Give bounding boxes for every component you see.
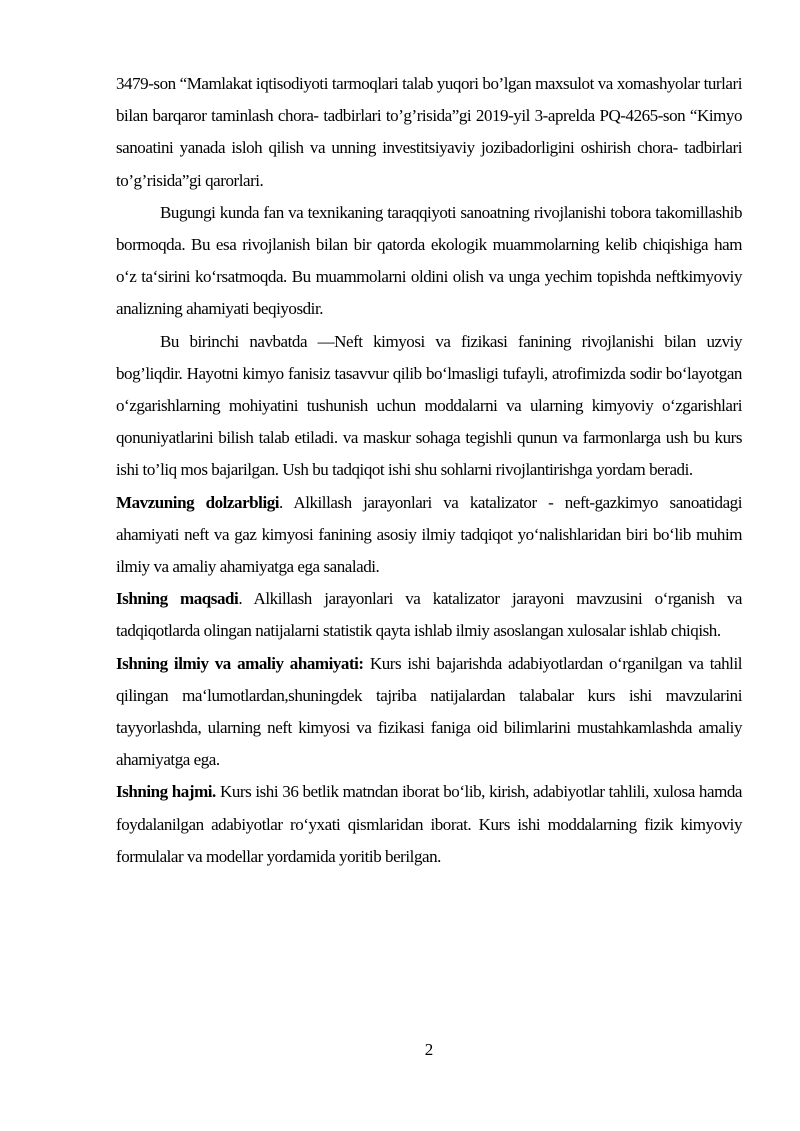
paragraph-text: Kurs ishi bajarishda adabiyotlardan o‘rganilgan va tahlil qilingan ma‘lumotlardan,shuningdek tajriba natijalardan talabalar kurs ishi mavzularini tayyorlashda, ularning neft kimyosi va fizikasi faniga oid bilimlarini mustahkamlashda amaliy ahamiyatga ega. [116,653,742,770]
paragraph-text: Bu birinchi navbatda —Neft kimyosi va fizikasi fanining rivojlanishi bilan uzviy bog’liqdir. Hayotni kimyo fanisiz tasavvur qilib bo‘lmasligi tufayli, atrofimizda sodir bo‘layotgan o‘zgarishlarning mohiyatini tushunish uchun moddalarni va ularning kimyoviy o‘zgarishlari qonuniyatlarini bilish talab etiladi. va maskur sohaga tegishli qunun va farmonlarga ush bu kurs ishi to’liq mos bajarilgan. Ush bu tadqiqot ishi shu sohlarni rivojlantirishga yordam beradi. [116,331,742,480]
paragraph-text: Bugungi kunda fan va texnikaning taraqqiyoti sanoatning rivojlanishi tobora takomillashib bormoqda. Bu esa rivojlanish bilan bir qatorda ekologik muammolarning kelib chiqishiga ham o‘z ta‘sirini ko‘rsatmoqda. Bu muammolarni oldini olish va unga yechim topishda neftkimyoviy analizning ahamiyati beqiyosdir. [116,202,742,319]
paragraph-text: . Alkillash jarayonlari va katalizator jarayoni mavzusini o‘rganish va tadqiqotlarda olingan natijalarni statistik qayta ishlab ilmiy asoslangan xulosalar ishlab chiqish. [116,589,742,641]
paragraph-volume [116,776,742,873]
paragraph-decree-references [116,68,742,197]
paragraph-heading: Ishning hajmi. [116,782,216,802]
paragraph-heading: Ishning ilmiy va amaliy ahamiyati: [116,653,364,673]
paragraph-heading: Mavzuning dolzarbligi [116,492,280,512]
paragraph-petroleum-chemistry [116,326,742,487]
paragraph-relevance [116,487,742,584]
page-number: 2 [424,1040,434,1059]
paragraph-significance [116,648,742,777]
paragraph-text: . Alkillash jarayonlari va katalizator - neft-gazkimyo sanoatidagi ahamiyati neft va gaz kimyosi fanining asosiy ilmiy tadqiqot yo‘nalishlaridan biri bo‘lib muhim ilmiy va amaliy ahamiyatga ega sanaladi. [116,492,743,577]
paragraph-text: 3479-son “Mamlakat iqtisodiyoti tarmoqlari talab yuqori bo’lgan maxsulot va xomashyolar turlari bilan barqaror taminlash chora- tadbirlari to’g’risida”gi 2019-yil 3-aprelda PQ-4265-son “Kimyo sanoatini yanada isloh qilish va unning investitsiyaviy jozibadorligini oshirish chora- tadbirlari to’g’risida”gi qarorlari. [116,74,742,190]
paragraph-text: Kurs ishi 36 betlik matndan iborat bo‘lib, kirish, adabiyotlar tahlili, xulosa hamda foydalanilgan adabiyotlar ro‘yxati qismlaridan iborat. Kurs ishi moddalarning fizik kimyoviy formulalar va modellar yordamida yoritib berilgan. [116,782,742,866]
paragraph-introduction [116,197,742,326]
paragraph-objective [116,583,742,647]
paragraph-heading: Ishning maqsadi [116,589,239,609]
document-page [116,68,742,873]
